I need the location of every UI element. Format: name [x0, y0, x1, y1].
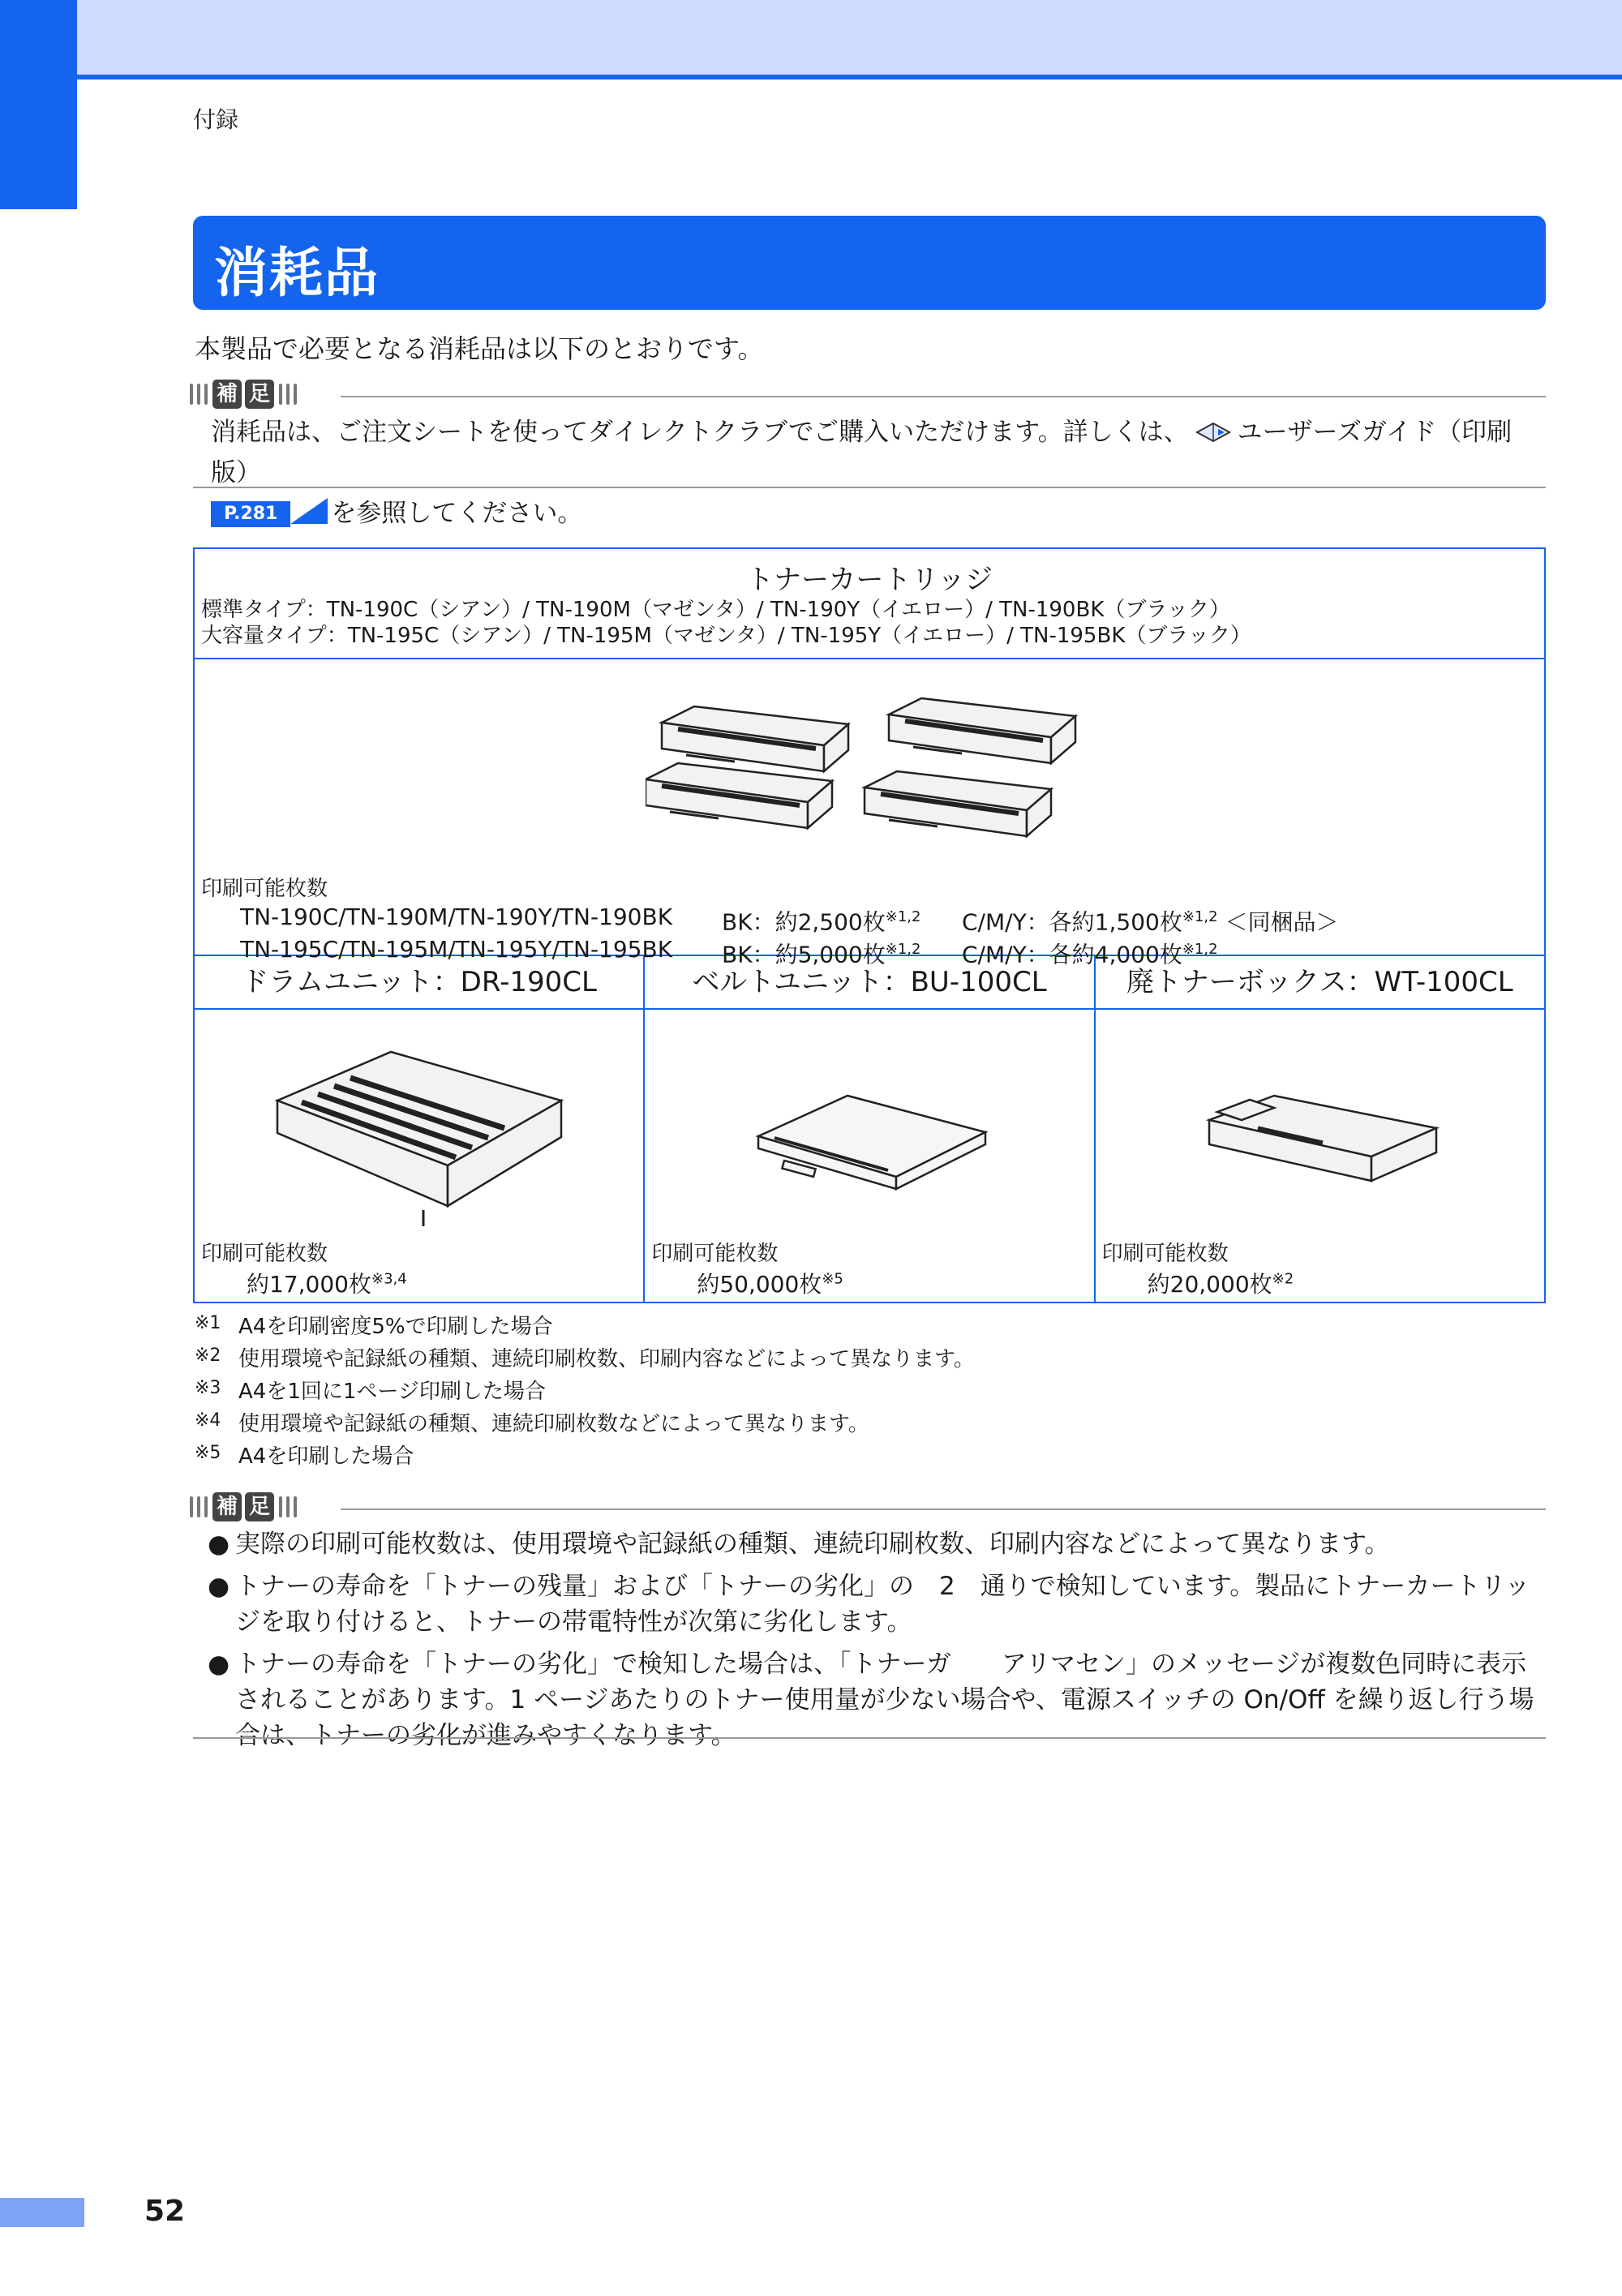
- footnote-text: A4を1回に1ページ印刷した場合: [238, 1380, 546, 1404]
- footnote: [195, 1440, 975, 1473]
- note-badge-char: 補: [212, 1492, 242, 1521]
- toner-row-cmy-ref: ※1,2: [1182, 908, 1218, 925]
- guide-link[interactable]: ユーザーズガイド（印刷版）: [211, 418, 1513, 487]
- note1-text-after: を参照してください。: [331, 499, 583, 528]
- note-badge-char: 足: [245, 380, 274, 409]
- footnote-text: A4を印刷密度5%で印刷した場合: [238, 1315, 553, 1339]
- toner-header-cell: [194, 548, 1545, 659]
- footnote-text: 使用環境や記録紙の種類、連続印刷枚数、印刷内容などによって異なります。: [238, 1347, 975, 1371]
- belt-unit-illustration: [750, 1088, 993, 1209]
- footnote: [195, 1375, 975, 1408]
- toner-row-bk: BK：約5,000枚: [722, 941, 886, 968]
- toner-standard-line: 標準タイプ：TN-190C（シアン）/ TN-190M（マゼンタ）/ TN-190Y（イエロー）/ TN-190BK（ブラック）: [201, 598, 1230, 622]
- header-rule: [0, 75, 1622, 79]
- toner-image-cell: [194, 659, 1545, 968]
- footnote: [195, 1408, 975, 1440]
- drum-yield-label: 印刷可能枚数: [201, 1242, 328, 1266]
- consumables-table: [193, 547, 1546, 1303]
- page-ref-arrow-icon: [290, 498, 328, 524]
- waste-yield: 約20,000枚: [1147, 1271, 1272, 1298]
- toner-row-bk-ref: ※1,2: [885, 908, 921, 925]
- note2-item-text: トナーの寿命を「トナーの劣化」で検知した場合は、「トナーガ アリマセン」のメッセージが複数色同時に表示されることがあります。1 ページあたりのトナー使用量が少ない場合や、電源スイッチの On/Off を繰り返し行う場合は、トナーの劣化が進みやすくなります。: [235, 1650, 1534, 1750]
- note1-bottom-rule: [193, 487, 1546, 488]
- waste-toner-box-illustration: [1201, 1079, 1444, 1201]
- waste-yield-label: 印刷可能枚数: [1101, 1242, 1229, 1266]
- toner-row-bk: BK：約2,500枚: [722, 908, 886, 936]
- footnote: [195, 1311, 975, 1343]
- belt-unit-heading: ベルトユニット：BU-100CL: [692, 966, 1047, 998]
- toner-row-extra: ＜同梱品＞: [1225, 908, 1339, 936]
- note-badge: [190, 1492, 297, 1521]
- waste-toner-box-cell: [1095, 1009, 1545, 1302]
- note2-bottom-rule: [193, 1737, 1546, 1739]
- note-rule: [341, 1508, 1546, 1510]
- page-number-bar: [0, 2198, 84, 2227]
- note2-list: [208, 1526, 1546, 1753]
- toner-row-cmy-ref: ※1,2: [1182, 941, 1218, 959]
- footnote-mark: ※4: [195, 1410, 221, 1431]
- page-ref-badge[interactable]: P.281: [211, 501, 290, 527]
- note2-item-text: 実際の印刷可能枚数は、使用環境や記録紙の種類、連続印刷枚数、印刷内容などによって異なります。: [235, 1530, 1390, 1559]
- toner-large-line: 大容量タイプ：TN-195C（シアン）/ TN-195M（マゼンタ）/ TN-195Y（イエロー）/ TN-195BK（ブラック）: [201, 624, 1251, 648]
- toner-row-cmy: C/M/Y：各約1,500枚: [962, 908, 1182, 936]
- toner-row-cmy: C/M/Y：各約4,000枚: [962, 941, 1182, 968]
- waste-toner-box-heading: 廃トナーボックス：WT-100CL: [1126, 966, 1513, 998]
- belt-yield-ref: ※5: [822, 1270, 843, 1288]
- toner-cartridges-illustration: [646, 690, 1116, 860]
- note1-text: [211, 412, 1549, 534]
- list-item: [208, 1569, 1546, 1640]
- intro-text: 本製品で必要となる消耗品は以下のとおりです。: [195, 333, 764, 364]
- bullet: ●: [208, 1530, 230, 1559]
- breadcrumb: 付録: [193, 106, 239, 133]
- header-band: [0, 0, 1622, 75]
- chapter-tab: [0, 0, 77, 209]
- footnote-mark: ※5: [195, 1443, 221, 1463]
- note-badge-char: 補: [212, 380, 242, 409]
- toner-row-bk-ref: ※1,2: [885, 941, 921, 959]
- drum-unit-heading: ドラムユニット：DR-190CL: [241, 966, 597, 998]
- list-item: [208, 1526, 1546, 1562]
- footnote-mark: ※2: [195, 1345, 221, 1366]
- drum-unit-cell: [194, 1009, 644, 1302]
- page-title: 消耗品: [214, 242, 380, 304]
- toner-row-models: TN-195C/TN-195M/TN-195Y/TN-195BK: [240, 936, 673, 963]
- drum-yield: 約17,000枚: [247, 1271, 371, 1298]
- bullet: ●: [208, 1572, 230, 1601]
- bullet: ●: [208, 1650, 230, 1679]
- book-icon: [1194, 415, 1233, 438]
- footnote: [195, 1343, 975, 1375]
- drum-unit-illustration: [269, 1044, 569, 1230]
- note1-text-before: 消耗品は、ご注文シートを使ってダイレクトクラブでご購入いただけます。詳しくは、: [211, 418, 1189, 447]
- footnotes: [195, 1311, 975, 1473]
- toner-row: [201, 936, 1338, 968]
- note-rule: [341, 396, 1546, 397]
- footnote-mark: ※1: [195, 1313, 221, 1333]
- section-title-bar: [193, 216, 1546, 310]
- toner-row-models: TN-190C/TN-190M/TN-190Y/TN-190BK: [240, 903, 673, 930]
- toner-yield-label: 印刷可能枚数: [201, 877, 328, 901]
- waste-yield-ref: ※2: [1272, 1270, 1294, 1288]
- footnote-mark: ※3: [195, 1378, 221, 1398]
- belt-unit-cell: [644, 1009, 1094, 1302]
- page-number: 52: [144, 2195, 186, 2228]
- belt-yield: 約50,000枚: [697, 1271, 822, 1298]
- note-badge: [190, 380, 297, 409]
- belt-yield-label: 印刷可能枚数: [651, 1242, 779, 1266]
- footnote-text: 使用環境や記録紙の種類、連続印刷枚数などによって異なります。: [238, 1412, 869, 1436]
- toner-heading: トナーカートリッジ: [746, 564, 993, 596]
- note-badge-char: 足: [245, 1492, 274, 1521]
- drum-yield-ref: ※3,4: [371, 1270, 407, 1288]
- toner-row: [201, 903, 1338, 936]
- footnote-text: A4を印刷した場合: [238, 1444, 414, 1469]
- note2-item-text: トナーの寿命を「トナーの残量」および「トナーの劣化」の 2 通りで検知しています。製品にトナーカートリッジを取り付けると、トナーの帯電特性が次第に劣化します。: [235, 1572, 1530, 1637]
